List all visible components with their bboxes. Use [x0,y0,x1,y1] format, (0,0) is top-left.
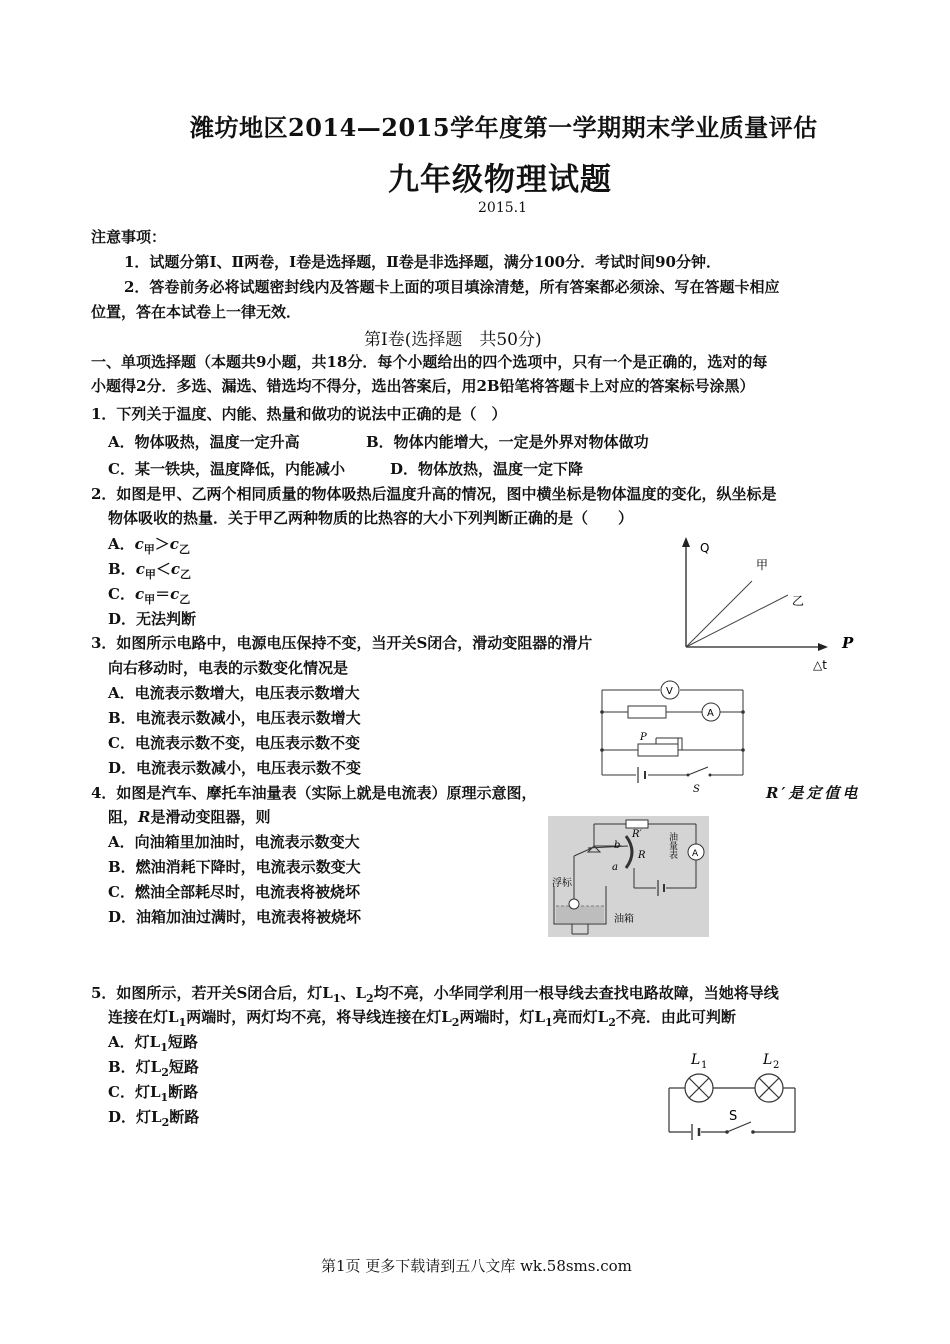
q2-option-d: D．无法判断 [108,610,197,628]
q2-option-a: A．$c_甲>c_乙$ [108,535,190,556]
q3-voltmeter-label: V [666,686,673,697]
q5-fig-l1: L [691,1052,701,1068]
q4-option-b: B．燃油消耗下降时，电流表示数变大 [108,858,361,876]
q5-option-c: C．灯$L_1$断路 [108,1083,199,1104]
q3-option-b: B．电流表示数减小，电压表示数增大 [108,709,361,727]
q5-option-d: D．灯$L_2$断路 [108,1108,200,1129]
q4-stem-line1: 4．如图是汽车、摩托车油量表（实际上就是电流表）原理示意图， [91,784,537,802]
q4-fig-meter: 油量表 [667,832,677,859]
q2-stem-line1: 2．如图是甲、乙两个相同质量的物体吸热后温度升高的情况，图中横坐标是物体温度的变化，纵坐标是 [91,485,777,503]
q1-stem: 1．下列关于温度、内能、热量和做功的说法中正确的是（ ） [91,405,507,423]
q3-stem-line2: 向右移动时，电表的示数变化情况是 [108,659,349,677]
q5-fig-switch: S [729,1109,738,1124]
note-1: 1．试题分第Ⅰ、Ⅱ两卷，I卷是选择题，Ⅱ卷是非选择题，满分100分．考试时间90分钟． [124,253,721,271]
q5-fig-l2: L [763,1052,773,1068]
q2-graph [670,535,865,675]
exam-title: 潍坊地区2014—2015学年度第一学期期末学业质量评估 [190,113,818,142]
note-2-line2: 位置，答在本试卷上一律无效． [91,303,302,321]
q4-fig-float: 浮标 [552,878,572,889]
q4-fig-ammeter: A [692,849,699,859]
q5-stem-line2: 连接在灯$L_1$两端时，两灯均不亮，将导线连接在灯$L_2$两端时，灯$L_1$亮而灯$L_2$不亮．由此可判断 [108,1008,736,1029]
q2-label-yi: 乙 [792,594,805,608]
q1-option-d: D．物体放热，温度一定下降 [390,460,584,478]
note-2-line1: 2．答卷前务必将试题密封线内及答题卡上面的项目填涂清楚，所有答案都必须涂、写在答题卡相应 [124,278,780,296]
q2-p-label: P [842,634,854,652]
exam-date: 2015.1 [478,200,527,216]
q2-axis-q: Q [700,541,710,555]
q4-option-d: D．油箱加油过满时，电流表将被烧坏 [108,908,362,926]
q4-fig-r: R [638,850,646,861]
q5-option-b: B．灯$L_2$短路 [108,1058,199,1079]
q2-stem-line2: 物体吸收的热量．关于甲乙两种物质的比热容的大小下列判断正确的是（ ） [108,509,634,527]
q1-option-a: A．物体吸热，温度一定升高 [108,433,300,451]
q4-stem-line1-end: R′是定值电 [766,784,861,802]
line-yi [686,595,788,647]
q2-axis-dt: △t [813,658,827,672]
q4-stem-line2: 阻，R是滑动变阻器，则 [108,808,271,826]
q4-fig-tank: 油箱 [614,914,634,925]
q3-stem-line1: 3．如图所示电路中，电源电压保持不变，当开关S闭合，滑动变阻器的滑片 [91,634,593,652]
section-title: 第Ⅰ卷(选择题 共50分) [364,330,542,350]
q1-option-c: C．某一铁块，温度降低，内能减小 [108,460,345,478]
q2-label-jia: 甲 [756,558,769,572]
line-jia [686,581,752,647]
q4-option-c: C．燃油全部耗尽时，电流表将被烧坏 [108,883,360,901]
page-title: 九年级物理试题 [388,162,612,198]
section-intro-line2: 小题得2分．多选、漏选、错选均不得分，选出答案后，用2B铅笔将答题卡上对应的答案标号涂黑） [91,377,755,395]
q1-option-b: B．物体内能增大，一定是外界对物体做功 [366,433,649,451]
q4-option-a: A．向油箱里加油时，电流表示数变大 [108,833,360,851]
q3-option-d: D．电流表示数减小，电压表示数不变 [108,759,362,777]
q4-fig-b: b [614,840,621,851]
q2-option-b: B．$c_甲<c_乙$ [108,560,191,581]
q5-option-a: A．灯$L_1$短路 [108,1033,198,1054]
q5-circuit [665,1050,800,1140]
q5-stem-line1: 5．如图所示，若开关S闭合后，灯$L_1$、$L_2$均不亮，小华同学利用一根导线去查找电路故障，当她将导线 [91,984,779,1005]
q5-fig-l1-sub: 1 [701,1060,708,1071]
q5-fig-l2-sub: 2 [773,1060,780,1071]
q3-slider-label: P [640,732,647,743]
q4-fuel-gauge-diagram [548,816,709,937]
notes-heading: 注意事项： [91,228,167,246]
section-intro-line1: 一、单项选择题（本题共9小题，共18分．每个小题给出的四个选项中，只有一个是正确的，选对的每 [91,353,768,371]
q3-ammeter-label: A [707,708,714,719]
q3-switch-label: S [693,784,700,795]
q3-circuit [598,680,748,795]
q2-option-c: C．$c_甲=c_乙$ [108,585,191,606]
q4-fig-rprime: R′ [632,829,642,840]
page-footer: 第1页 更多下载请到五八文库 wk.58sms.com [321,1257,632,1275]
q4-fig-a: a [612,862,618,873]
q3-option-c: C．电流表示数不变，电压表示数不变 [108,734,360,752]
q3-option-a: A．电流表示数增大，电压表示数增大 [108,684,360,702]
